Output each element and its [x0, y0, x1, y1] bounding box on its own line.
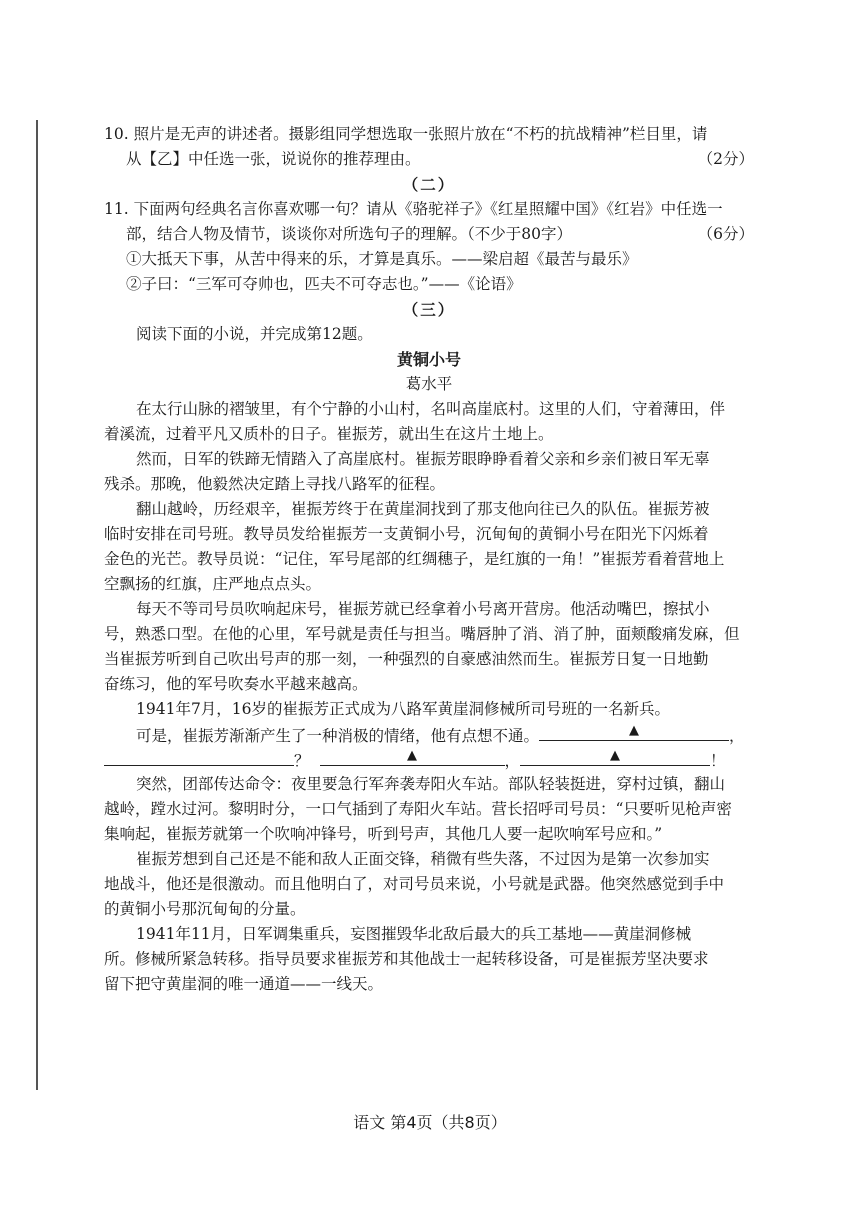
q10-line2: [104, 147, 754, 172]
q10-line2-text: 从【乙】中任选一张，说说你的推荐理由。: [126, 150, 421, 168]
fill-blank-4[interactable]: [520, 747, 710, 766]
story-p3-line4: 空飘扬的红旗，庄严地点点头。: [104, 575, 322, 593]
section-heading-3: （三）: [402, 300, 456, 319]
story-p4-line4: 奋练习，他的军号吹奏水平越来越高。: [104, 675, 368, 693]
q11-line1: 11. 下面两句经典名言你喜欢哪一句？请从《骆驼祥子》《红星照耀中国》《红岩》中任选一: [104, 200, 723, 218]
page-footer: 语文 第4页（共8页）: [353, 1113, 507, 1132]
story-p6-line2: [104, 747, 754, 772]
q11-quote2: ②子曰：“三军可夺帅也，匹夫不可夺志也。”——《论语》: [126, 275, 522, 293]
blank-marker: ▲: [629, 723, 640, 738]
fill-blank-3[interactable]: [320, 747, 505, 766]
story-p7-line3: 集响起，崔振芳就第一个吹响冲锋号，听到号声，其他几人要一起吹响军号应和。”: [104, 825, 663, 843]
q11-line2-text: 部，结合人物及情节，谈谈你对所选句子的理解。（不少于80字）: [126, 225, 572, 243]
story-p4-line2: 号，熟悉口型。在他的心里，军号就是责任与担当。嘴唇肿了消、消了肿，面颊酸痛发麻，但: [104, 625, 740, 643]
story-author: 葛水平: [405, 375, 453, 393]
story-p4-line3: 当崔振芳听到自己吹出号声的那一刻，一种强烈的自豪感油然而生。崔振芳日复一日地勤: [104, 650, 709, 668]
story-p6-line1: [104, 722, 754, 747]
story-p1-line2: 着溪流，过着平凡又质朴的日子。崔振芳，就出生在这片土地上。: [104, 425, 554, 443]
story-p5-line1: 1941年7月，16岁的崔振芳正式成为八路军黄崖洞修械所司号班的一名新兵。: [136, 700, 671, 718]
story-p7-line2: 越岭，蹚水过河。黎明时分，一口气插到了寿阳火车站。营长招呼司号员：“只要听见枪声密: [104, 800, 732, 818]
blank-marker: ▲: [610, 748, 621, 763]
story-p7-line1: 突然，团部传达命令：夜里要急行军奔袭寿阳火车站。部队轻装挺进，穿村过镇，翻山: [136, 775, 726, 793]
fill-blank-2[interactable]: [104, 747, 294, 766]
blank-1-comma: ，: [729, 727, 745, 745]
q10-points: （2分）: [697, 150, 754, 168]
story-p8-line3: 的黄铜小号那沉甸甸的分量。: [104, 900, 306, 918]
q11-quote1: ①大抵天下事，从苦中得来的乐，才算是真乐。——梁启超《最苦与最乐》: [126, 250, 638, 268]
story-p3-line2: 临时安排在司号班。教导员发给崔振芳一支黄铜小号，沉甸甸的黄铜小号在阳光下闪烁着: [104, 525, 709, 543]
story-p4-line1: 每天不等司号员吹响起床号，崔振芳就已经拿着小号离开营房。他活动嘴巴，擦拭小: [136, 600, 710, 618]
q11-points: （6分）: [697, 225, 754, 243]
story-p2-line1: 然而，日军的铁蹄无情踏入了高崖底村。崔振芳眼睁睁看着父亲和乡亲们被日军无辜: [136, 450, 710, 468]
exam-page-content: [104, 122, 754, 997]
blank-4-exclaim: ！: [710, 752, 726, 770]
story-p2-line2: 残杀。那晚，他毅然决定踏上寻找八路军的征程。: [104, 475, 446, 493]
story-p3-line3: 金色的光芒。教导员说：“记住，军号尾部的红绸穗子，是红旗的一角！”崔振芳看着营地上: [104, 550, 725, 568]
story-p1-line1: 在太行山脉的褶皱里，有个宁静的小山村，名叫高崖底村。这里的人们，守着薄田，伴: [136, 400, 726, 418]
story-p8-line2: 地战斗，他还是很激动。而且他明白了，对司号员来说，小号就是武器。他突然感觉到手中: [104, 875, 725, 893]
q10-line1: 10. 照片是无声的讲述者。摄影组同学想选取一张照片放在“不朽的抗战精神”栏目里，请: [104, 125, 708, 143]
blank-3-comma: ，: [504, 752, 521, 770]
story-title: 黄铜小号: [396, 350, 461, 369]
binding-margin-line: [36, 120, 38, 1090]
section-heading-2: （二）: [402, 175, 456, 194]
story-p9-line1: 1941年11月，日军调集重兵，妄图摧毁华北敌后最大的兵工基地——黄崖洞修械: [136, 925, 692, 943]
story-p9-line2: 所。修械所紧急转移。指导员要求崔振芳和其他战士一起转移设备，可是崔振芳坚决要求: [104, 950, 709, 968]
story-p9-line3: 留下把守黄崖洞的唯一通道——一线天。: [104, 975, 384, 993]
q11-line2: [104, 222, 754, 247]
fill-blank-1[interactable]: [539, 722, 729, 741]
reading-instruction: 阅读下面的小说，并完成第12题。: [136, 325, 373, 343]
blank-2-question: ？: [294, 752, 310, 770]
story-p3-line1: 翻山越岭，历经艰辛，崔振芳终于在黄崖洞找到了那支他向往已久的队伍。崔振芳被: [136, 500, 710, 518]
blank-marker: ▲: [407, 748, 418, 763]
story-p8-line1: 崔振芳想到自己还是不能和敌人正面交锋，稍微有些失落，不过因为是第一次参加实: [136, 850, 710, 868]
story-p6-text: 可是，崔振芳渐渐产生了一种消极的情绪，他有点想不通。: [136, 727, 540, 745]
